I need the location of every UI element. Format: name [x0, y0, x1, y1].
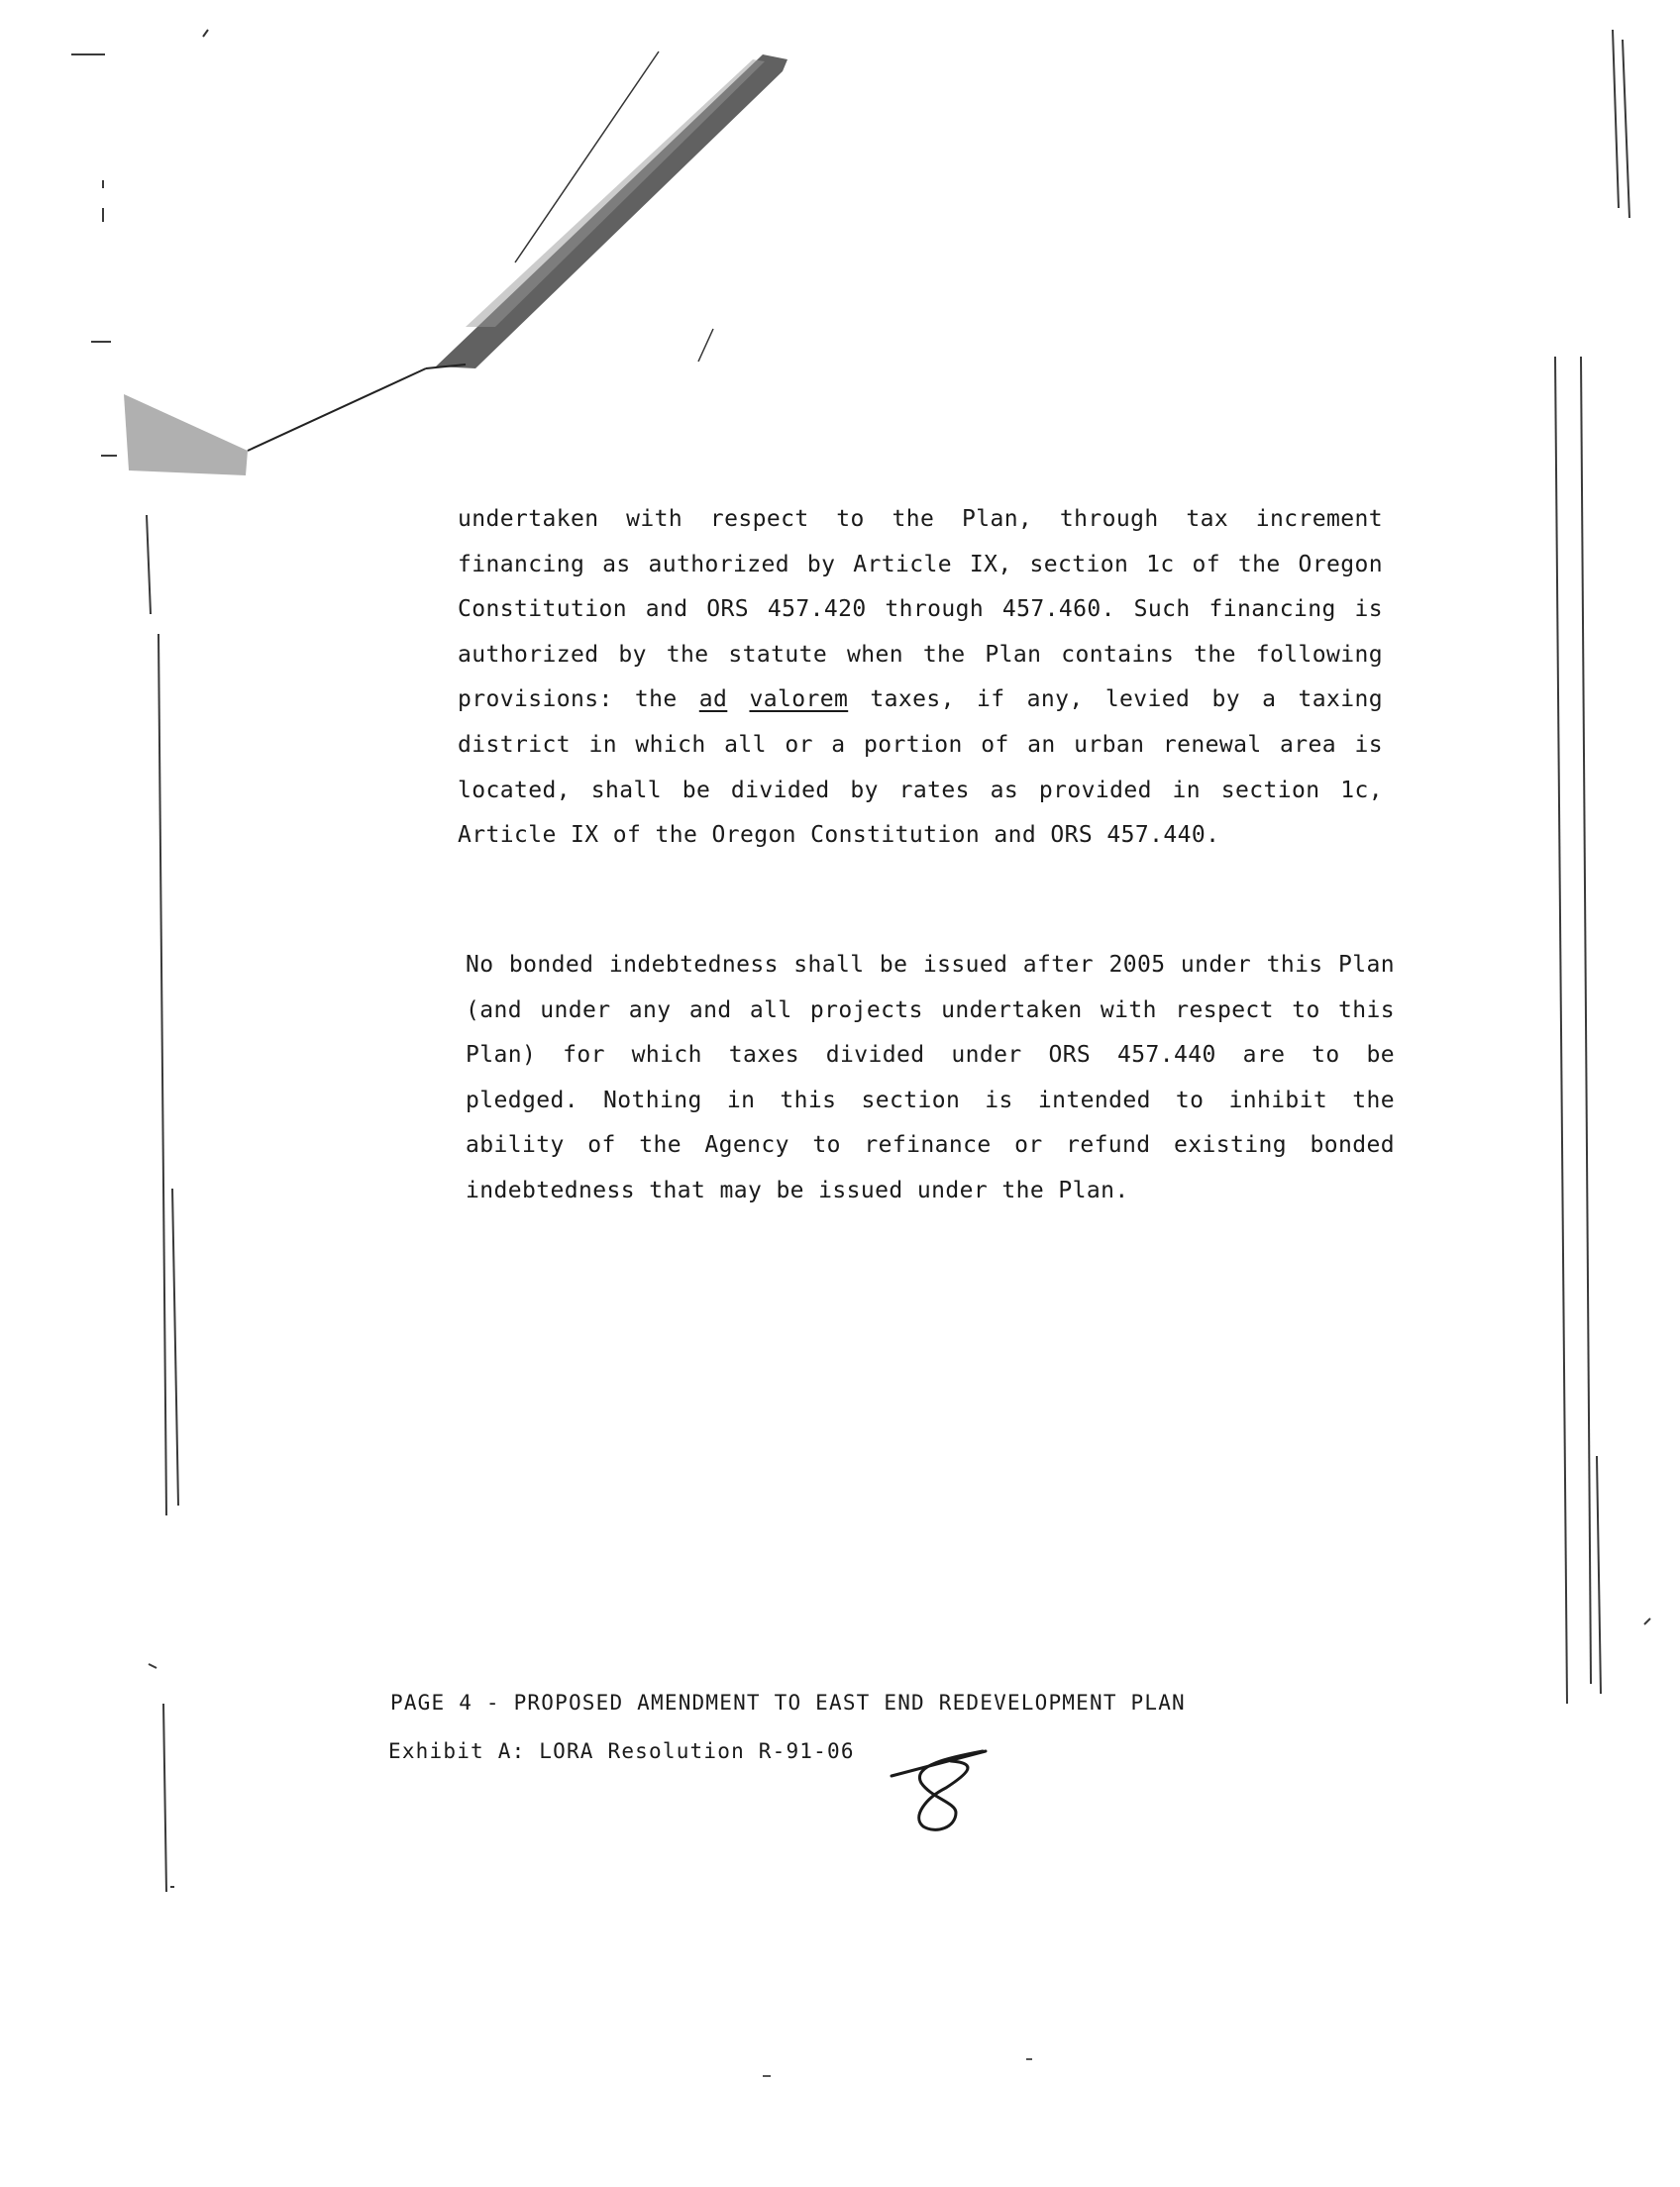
valorem-underlined: valorem — [749, 686, 849, 713]
ad-underlined: ad — [698, 686, 728, 713]
right-edge-marks — [1555, 30, 1650, 1704]
folded-corner-shadow — [124, 30, 788, 475]
footer-page-title: PAGE 4 - PROPOSED AMENDMENT TO EAST END REDEVELOPMENT PLAN — [390, 1691, 1186, 1715]
handwritten-page-number — [892, 1751, 986, 1829]
paragraph-tax-increment-financing — [458, 497, 1383, 859]
paragraph-bonded-indebtedness: No bonded indebtedness shall be issued after 2005 under this Plan (and under any and all projects undertaken with respect to this Plan) for which taxes divided under ORS 457.440 are to be pledged. Nothing in this section is intended to inhibit the ability of the Agency to refinance or refund existing bonded indebtedness that may be issued under the Plan. — [466, 952, 1395, 1203]
left-edge-marks — [71, 54, 178, 1892]
footer-exhibit-reference: Exhibit A: LORA Resolution R-91-06 — [388, 1739, 855, 1763]
bottom-specks — [763, 2058, 1032, 2077]
paragraph1-text: undertaken with respect to the Plan, through tax increment financing as authorized by Article IX, section 1c of the Oregon Constitution and ORS 457.420 through 457.460. Such financing is authorized by the statute when the Plan contains the following provisions: the — [458, 506, 1383, 713]
paragraph1-text-continued: taxes, if any, levied by a taxing district in which all or a portion of an urban renewal area is located, shall be divided by rates as provided in section 1c, Article IX of the Oregon Constitution and ORS 457.440. — [458, 686, 1384, 849]
